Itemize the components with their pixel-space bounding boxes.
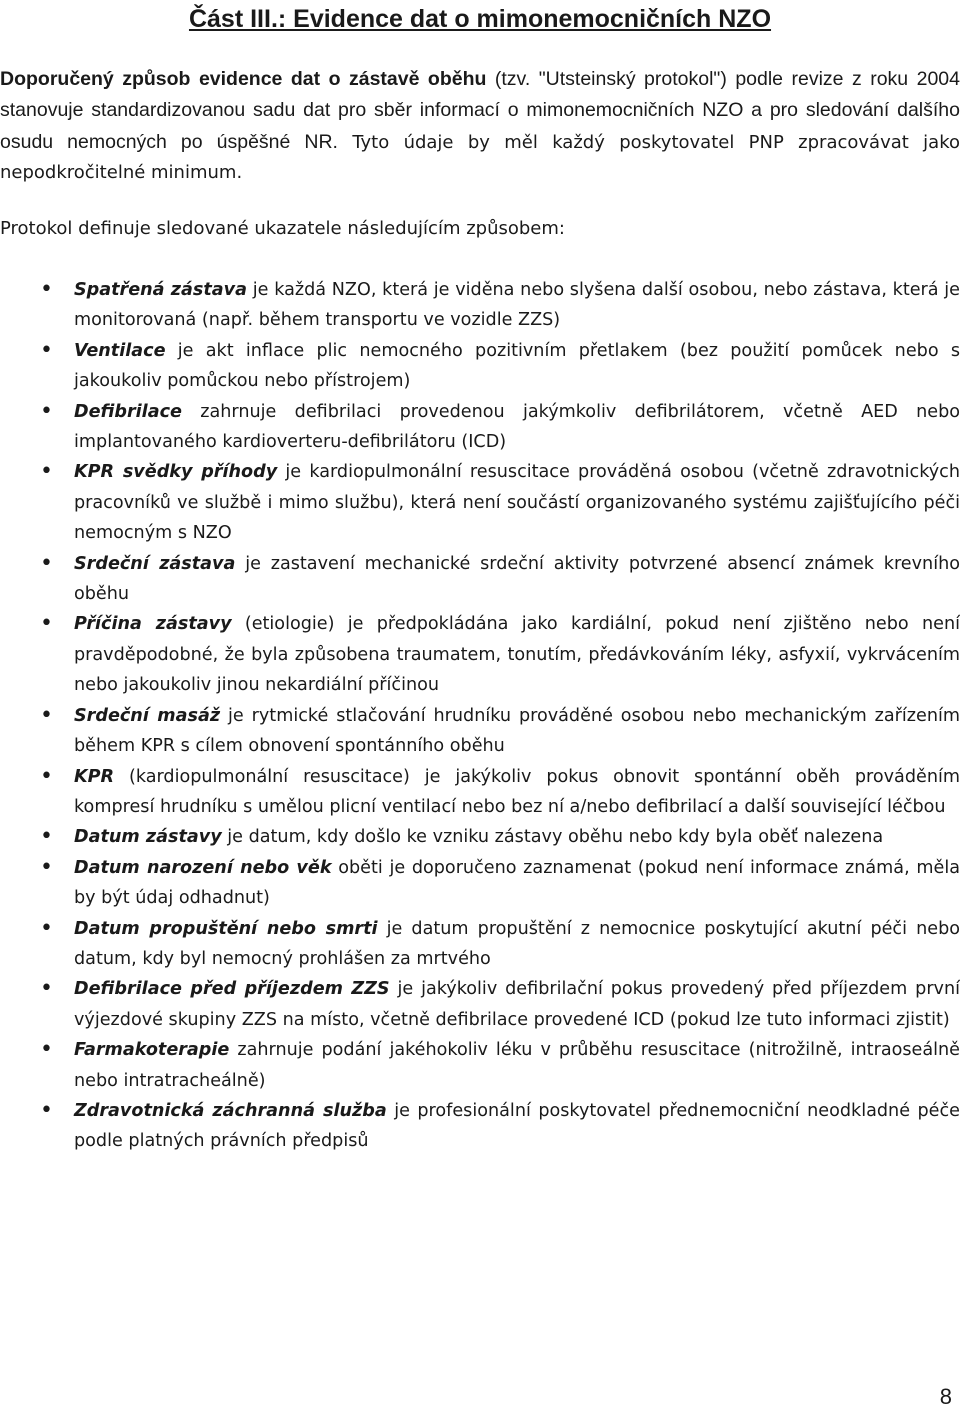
- definition-term: KPR svědky příhody: [74, 462, 278, 483]
- definition-term: Ventilace: [74, 340, 166, 361]
- bullet-icon: •: [40, 277, 53, 302]
- definition-term: Spatřená zástava: [74, 280, 248, 300]
- definition-term: Zdravotnická záchranná služba: [74, 1100, 387, 1121]
- definition-item: [0, 609, 960, 700]
- definition-text: je jakýkoliv defibrilační pokus provedený před příjezdem první výjezdové skupiny ZZS na místo, včetně defibrilace provedené ICD (pokud lze tuto informaci zjistit): [74, 979, 960, 1030]
- definition-text: zahrnuje podání jakéhokoliv léku v průběhu resuscitace (nitrožilně, intraoseálně nebo intratracheálně): [74, 1040, 960, 1091]
- bullet-icon: •: [40, 611, 53, 637]
- definition-item: [0, 701, 960, 762]
- definition-term: Datum zástavy: [74, 827, 222, 848]
- definition-text: oběti je doporučeno zaznamenat (pokud není informace známá, měla by být údaj odhadnut): [74, 857, 960, 909]
- bullet-icon: •: [40, 337, 53, 363]
- definition-item: [0, 457, 960, 548]
- definition-item: [0, 336, 960, 397]
- definition-item: [0, 974, 960, 1035]
- bullet-icon: •: [40, 550, 53, 576]
- bullet-icon: •: [40, 763, 53, 789]
- definition-text: je datum, kdy došlo ke vzniku zástavy oběhu nebo kdy byla oběť nalezena: [221, 827, 884, 848]
- bullet-icon: •: [40, 1097, 53, 1123]
- definition-item: [0, 549, 960, 610]
- intro-text-continued: Tyto údaje by měl každý poskytovatel PNP zpracovávat jako nepodkročitelné minimum.: [0, 131, 960, 183]
- definition-term: KPR: [74, 766, 115, 787]
- definition-term: Příčina zástavy: [74, 614, 232, 635]
- bullet-icon: •: [40, 915, 53, 941]
- definition-text: (kardiopulmonální resuscitace) je jakýkoliv pokus obnovit spontánní oběh prováděním kompresí hrudníku s umělou plicní ventilací nebo bez ní a/nebo defibrilací a další související léčbou: [74, 766, 960, 817]
- bullet-icon: •: [40, 976, 53, 1002]
- definition-term: Defibrilace před příjezdem ZZS: [74, 979, 390, 1000]
- definitions-lead: Protokol definuje sledované ukazatele následujícím způsobem:: [0, 218, 565, 239]
- definitions-list: [0, 275, 960, 1157]
- definition-term: Farmakoterapie: [74, 1040, 230, 1061]
- definition-text: (etiologie) je předpokládána jako kardiální, pokud není zjištěno nebo není pravděpodobné, že byla způsobena traumatem, tonutím, předávkováním léky, asfyxií, vykrvácením nebo jakoukoliv jinou nekardiální příčinou: [74, 614, 960, 696]
- intro-text: (tzv. "Utsteinský protokol") podle revize z roku 2004 stanovuje standardizovanou sadu dat pro sběr informací o mimonemocničních NZO a pro sledování dalšího osudu nemocných po úspěšné NR.: [0, 68, 960, 153]
- definition-item: [0, 397, 960, 458]
- definition-item: [0, 1035, 960, 1096]
- definition-term: Defibrilace: [74, 401, 182, 422]
- definition-text: je profesionální poskytovatel přednemocniční neodkladné péče podle platných právních předpisů: [74, 1100, 960, 1152]
- intro-paragraph: [0, 64, 960, 188]
- definition-text: zahrnuje defibrilaci provedenou jakýmkoliv defibrilátorem, včetně AED nebo implantovaného kardioverteru-defibrilátoru (ICD): [74, 401, 960, 453]
- definition-text: je datum propuštění z nemocnice poskytující akutní péči nebo datum, kdy byl nemocný prohlášen za mrtvého: [74, 918, 960, 969]
- bullet-icon: •: [40, 459, 53, 485]
- definition-term: Srdeční zástava: [74, 553, 236, 574]
- page-title: Část III.: Evidence dat o mimonemocničních NZO: [188, 5, 772, 33]
- definition-text: je každá NZO, která je viděna nebo slyšena další osobou, nebo zástava, která je monitorovaná (např. během transportu ve vozidle ZZS): [74, 280, 960, 331]
- definition-item: [0, 1096, 960, 1157]
- bullet-icon: •: [40, 398, 53, 424]
- definition-term: Srdeční masáž: [74, 705, 221, 726]
- definition-term: Datum propuštění nebo smrti: [74, 918, 378, 939]
- intro-bold-lead: Doporučený způsob evidence dat o zástavě oběhu: [0, 68, 487, 90]
- definition-item: [0, 822, 960, 852]
- bullet-icon: •: [40, 854, 53, 880]
- bullet-icon: •: [40, 702, 53, 728]
- definition-text: je rytmické stlačování hrudníku prováděné osobou nebo mechanickým zařízením během KPR s cílem obnovení spontánního oběhu: [74, 705, 960, 757]
- definition-item: [0, 762, 960, 823]
- page-number: 8: [939, 1384, 952, 1409]
- bullet-icon: •: [40, 1037, 53, 1063]
- definition-item: [0, 275, 960, 336]
- definition-item: [0, 914, 960, 975]
- bullet-icon: •: [40, 824, 53, 850]
- definition-text: je akt inflace plic nemocného pozitivním přetlakem (bez použití pomůcek nebo s jakoukoliv pomůckou nebo přístrojem): [74, 340, 960, 392]
- definition-text: je zastavení mechanické srdeční aktivity potvrzené absencí známek krevního oběhu: [74, 553, 960, 605]
- definition-text: je kardiopulmonální resuscitace prováděná osobou (včetně zdravotnických pracovníků ve službě i mimo službu), která není součástí organizovaného systému zajišťujícího péči nemocným s NZO: [74, 462, 960, 544]
- definition-item: [0, 853, 960, 914]
- definition-term: Datum narození nebo věk: [74, 857, 332, 878]
